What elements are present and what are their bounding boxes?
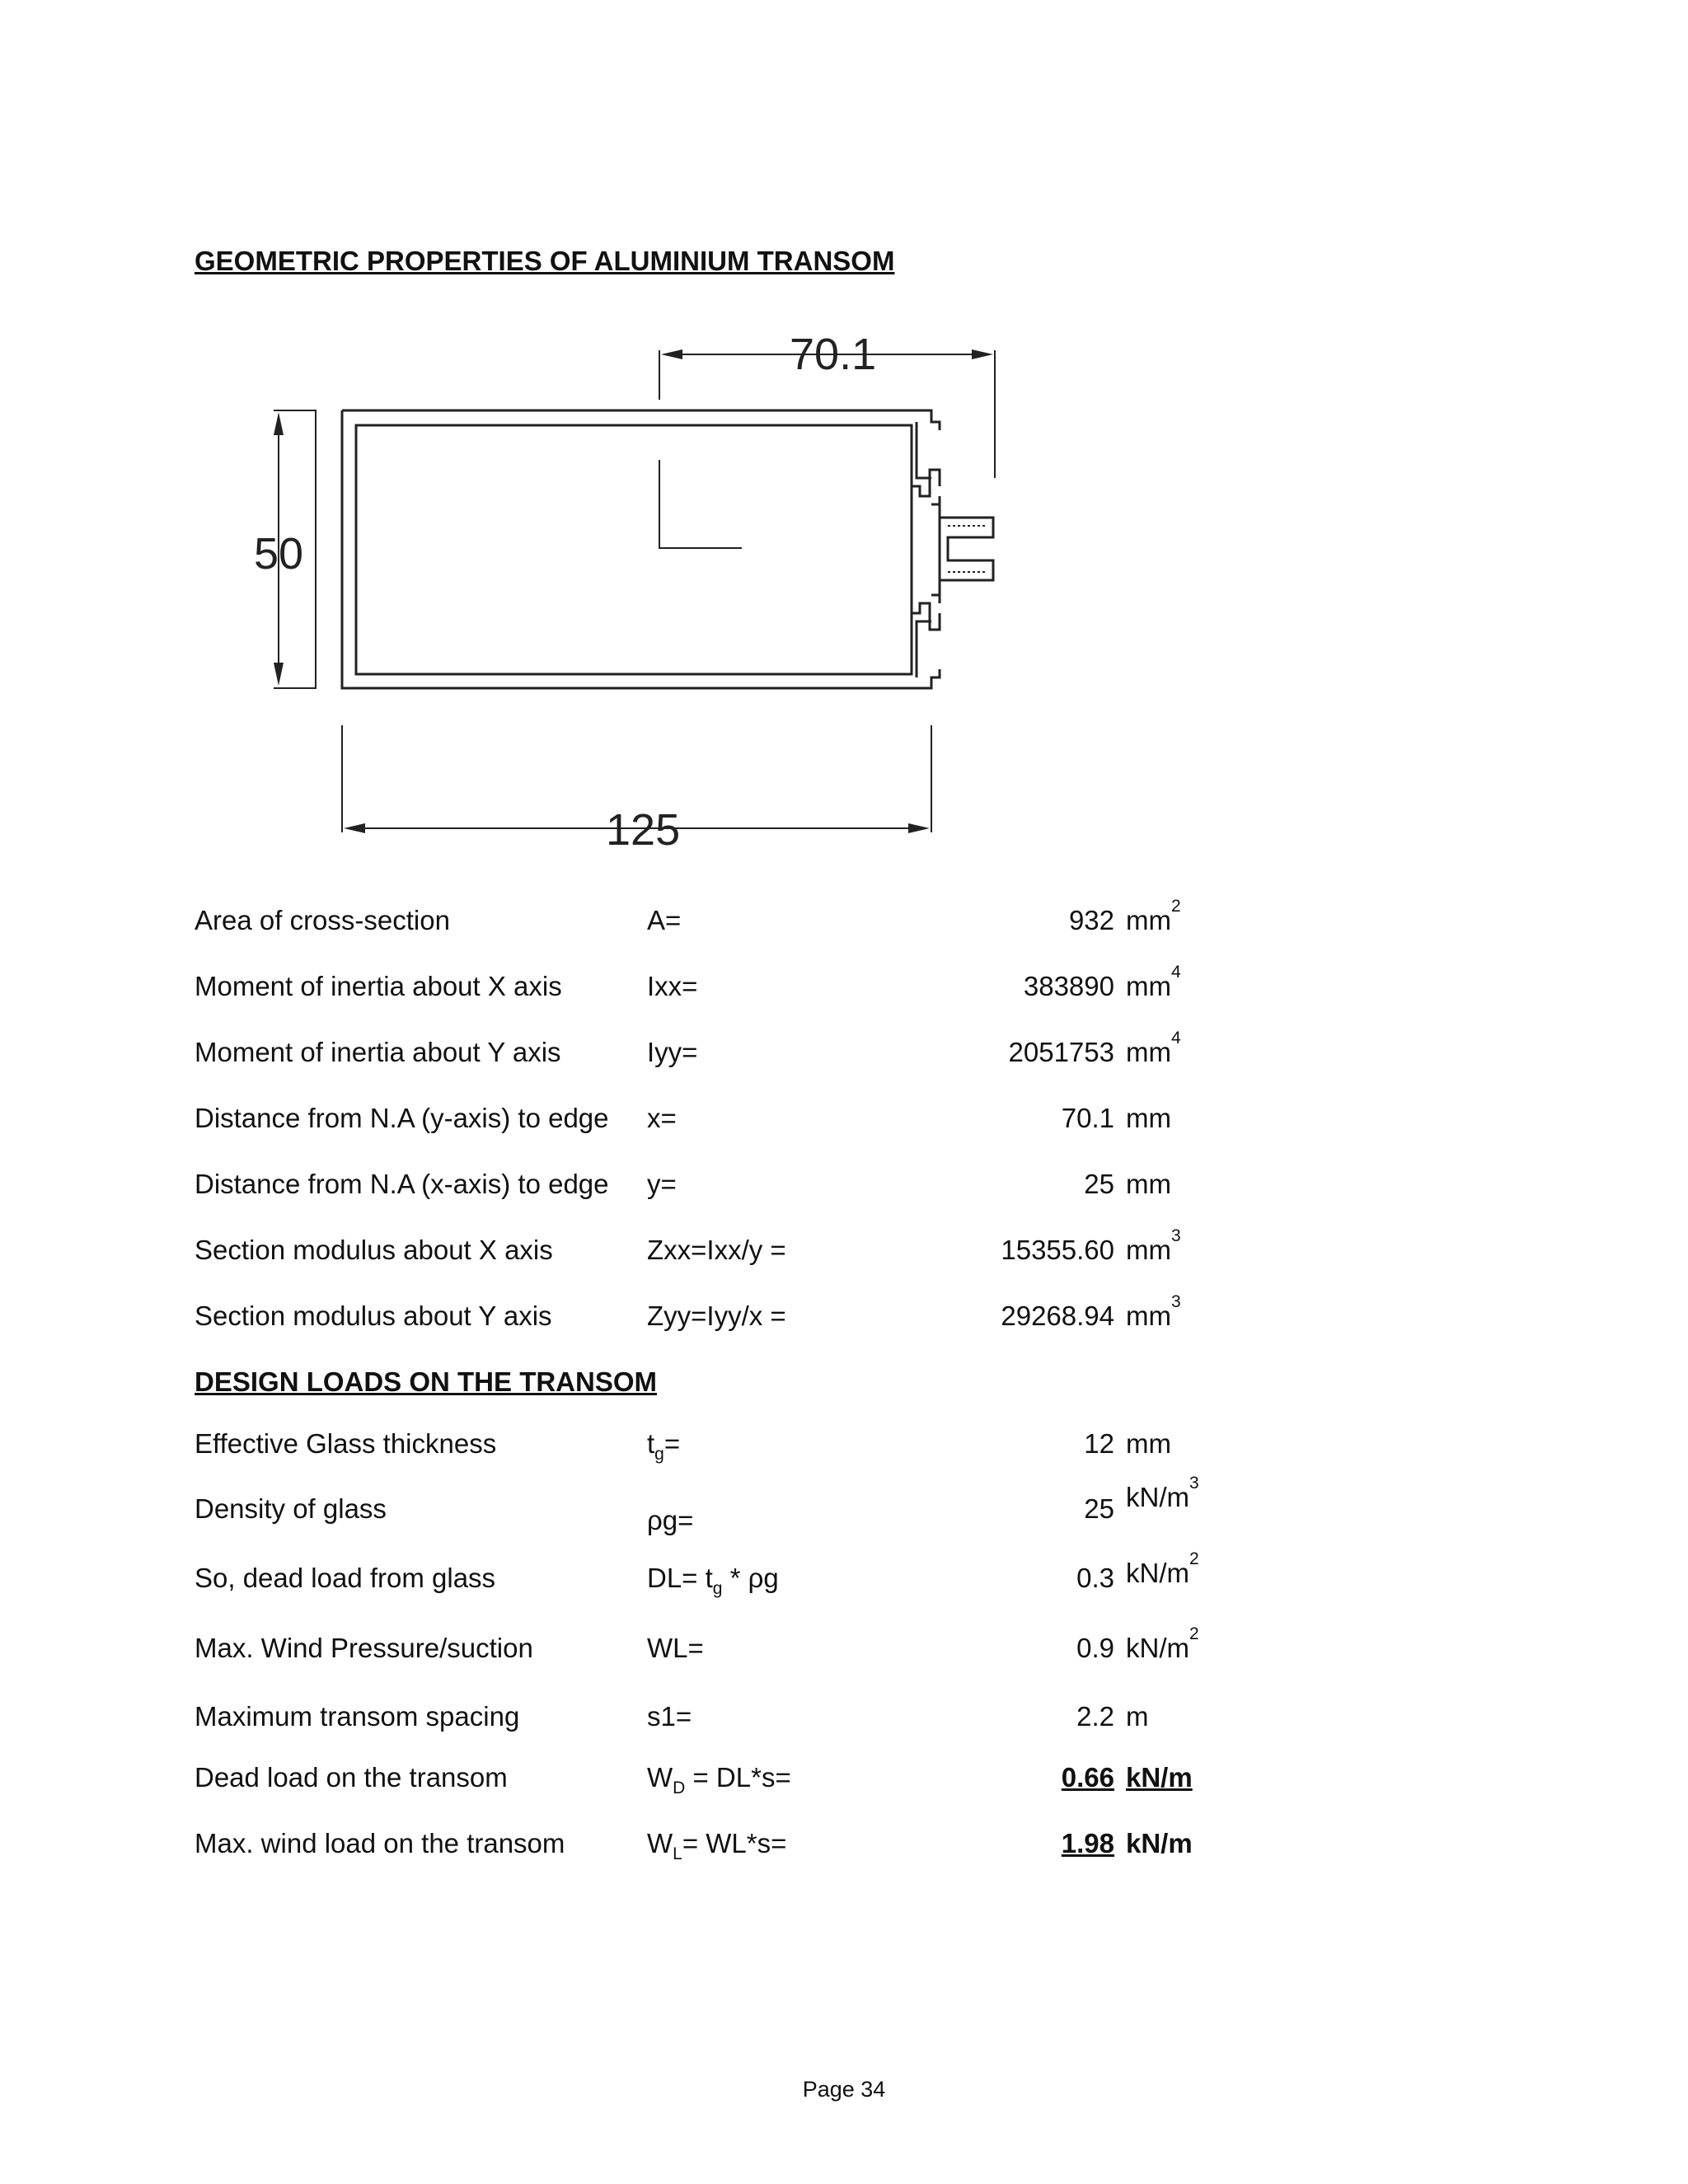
load-symbol: $W_L= WL*s=$ [647, 1828, 787, 1863]
load-symbol: $t_g=$ [647, 1428, 681, 1464]
dim-bottom-label: 125 [606, 805, 681, 855]
load-unit: m [1126, 1701, 1149, 1732]
property-value: 932 [1068, 905, 1114, 935]
load-value: 0.66 [1061, 1762, 1114, 1793]
property-symbol: Zyy=Iyy/x = [647, 1301, 786, 1331]
property-unit: mm [1126, 1103, 1171, 1133]
property-unit: $mm^4$ [1126, 963, 1181, 1001]
load-symbol: $W_D = DL*s=$ [647, 1762, 791, 1797]
load-row [0, 1762, 1688, 1811]
load-value: 0.9 [1076, 1633, 1114, 1663]
section-title-geometric: GEOMETRIC PROPERTIES OF ALUMINIUM TRANSOM [195, 246, 895, 276]
property-symbol: Iyy= [647, 1037, 698, 1067]
load-unit: $kN/m^3$ [1126, 1474, 1199, 1512]
dim-left-label: 50 [254, 529, 304, 579]
load-unit: kN/m [1126, 1762, 1193, 1793]
property-unit: mm [1126, 1169, 1171, 1199]
property-unit: $mm^4$ [1126, 1029, 1181, 1067]
property-row [0, 1226, 1688, 1284]
page-number: Page 34 [802, 2077, 886, 2102]
transom-cross-section-drawing [0, 0, 1688, 874]
property-row [0, 1169, 1688, 1218]
load-value: 2.2 [1076, 1701, 1114, 1732]
load-value: 25 [1084, 1493, 1114, 1524]
property-desc: Area of cross-section [195, 905, 450, 935]
load-unit: $kN/m^2$ [1126, 1624, 1199, 1663]
property-desc: Distance from N.A (x-axis) to edge [195, 1169, 609, 1199]
load-desc: So, dead load from glass [195, 1563, 496, 1593]
load-row [0, 1549, 1688, 1612]
property-unit: $mm^2$ [1126, 897, 1181, 935]
load-unit: mm [1126, 1428, 1171, 1459]
load-symbol: $DL= t_g * \rho g$ [647, 1563, 779, 1598]
property-row [0, 1292, 1688, 1350]
property-value: 383890 [1023, 971, 1114, 1001]
load-unit: $kN/m^2$ [1126, 1549, 1199, 1588]
load-desc: Max. Wind Pressure/suction [195, 1633, 533, 1663]
load-desc: Density of glass [195, 1493, 387, 1524]
property-unit: $mm^3$ [1126, 1292, 1181, 1331]
property-value: 70.1 [1061, 1103, 1114, 1133]
property-symbol: A= [647, 905, 682, 935]
load-row [0, 1428, 1688, 1478]
load-desc: Dead load on the transom [195, 1762, 508, 1793]
load-desc: Maximum transom spacing [195, 1701, 520, 1732]
load-value: 0.3 [1076, 1563, 1114, 1593]
load-desc: Max. wind load on the transom [195, 1828, 565, 1858]
section-title-loads: DESIGN LOADS ON THE TRANSOM [195, 1366, 658, 1397]
load-row [0, 1474, 1688, 1543]
load-unit: kN/m [1126, 1828, 1193, 1858]
load-symbol: s1= [647, 1701, 692, 1732]
property-row [0, 963, 1688, 1020]
dim-top-label: 70.1 [790, 330, 877, 379]
load-symbol: WL= [647, 1633, 704, 1663]
property-value: 25 [1084, 1169, 1114, 1199]
property-row [0, 1103, 1688, 1152]
property-value: 29268.94 [1001, 1301, 1114, 1331]
property-symbol: Zxx=Ixx/y = [647, 1235, 786, 1265]
property-unit: $mm^3$ [1126, 1226, 1181, 1265]
property-desc: Section modulus about X axis [195, 1235, 553, 1265]
property-row [0, 897, 1688, 954]
load-row [0, 1828, 1688, 1877]
load-value: 1.98 [1061, 1828, 1114, 1858]
property-desc: Section modulus about Y axis [195, 1301, 552, 1331]
property-value: 2051753 [1008, 1037, 1114, 1067]
load-desc: Effective Glass thickness [195, 1428, 497, 1459]
property-desc: Moment of inertia about Y axis [195, 1037, 561, 1067]
property-desc: Distance from N.A (y-axis) to edge [195, 1103, 609, 1133]
property-symbol: Ixx= [647, 971, 698, 1001]
load-row [0, 1701, 1688, 1750]
load-value: 12 [1084, 1428, 1114, 1459]
property-symbol: x= [647, 1103, 677, 1133]
load-symbol: ρg= [647, 1505, 694, 1535]
property-desc: Moment of inertia about X axis [195, 971, 562, 1001]
property-value: 15355.60 [1001, 1235, 1114, 1265]
property-symbol: y= [647, 1169, 677, 1199]
property-row [0, 1029, 1688, 1086]
load-row [0, 1624, 1688, 1682]
